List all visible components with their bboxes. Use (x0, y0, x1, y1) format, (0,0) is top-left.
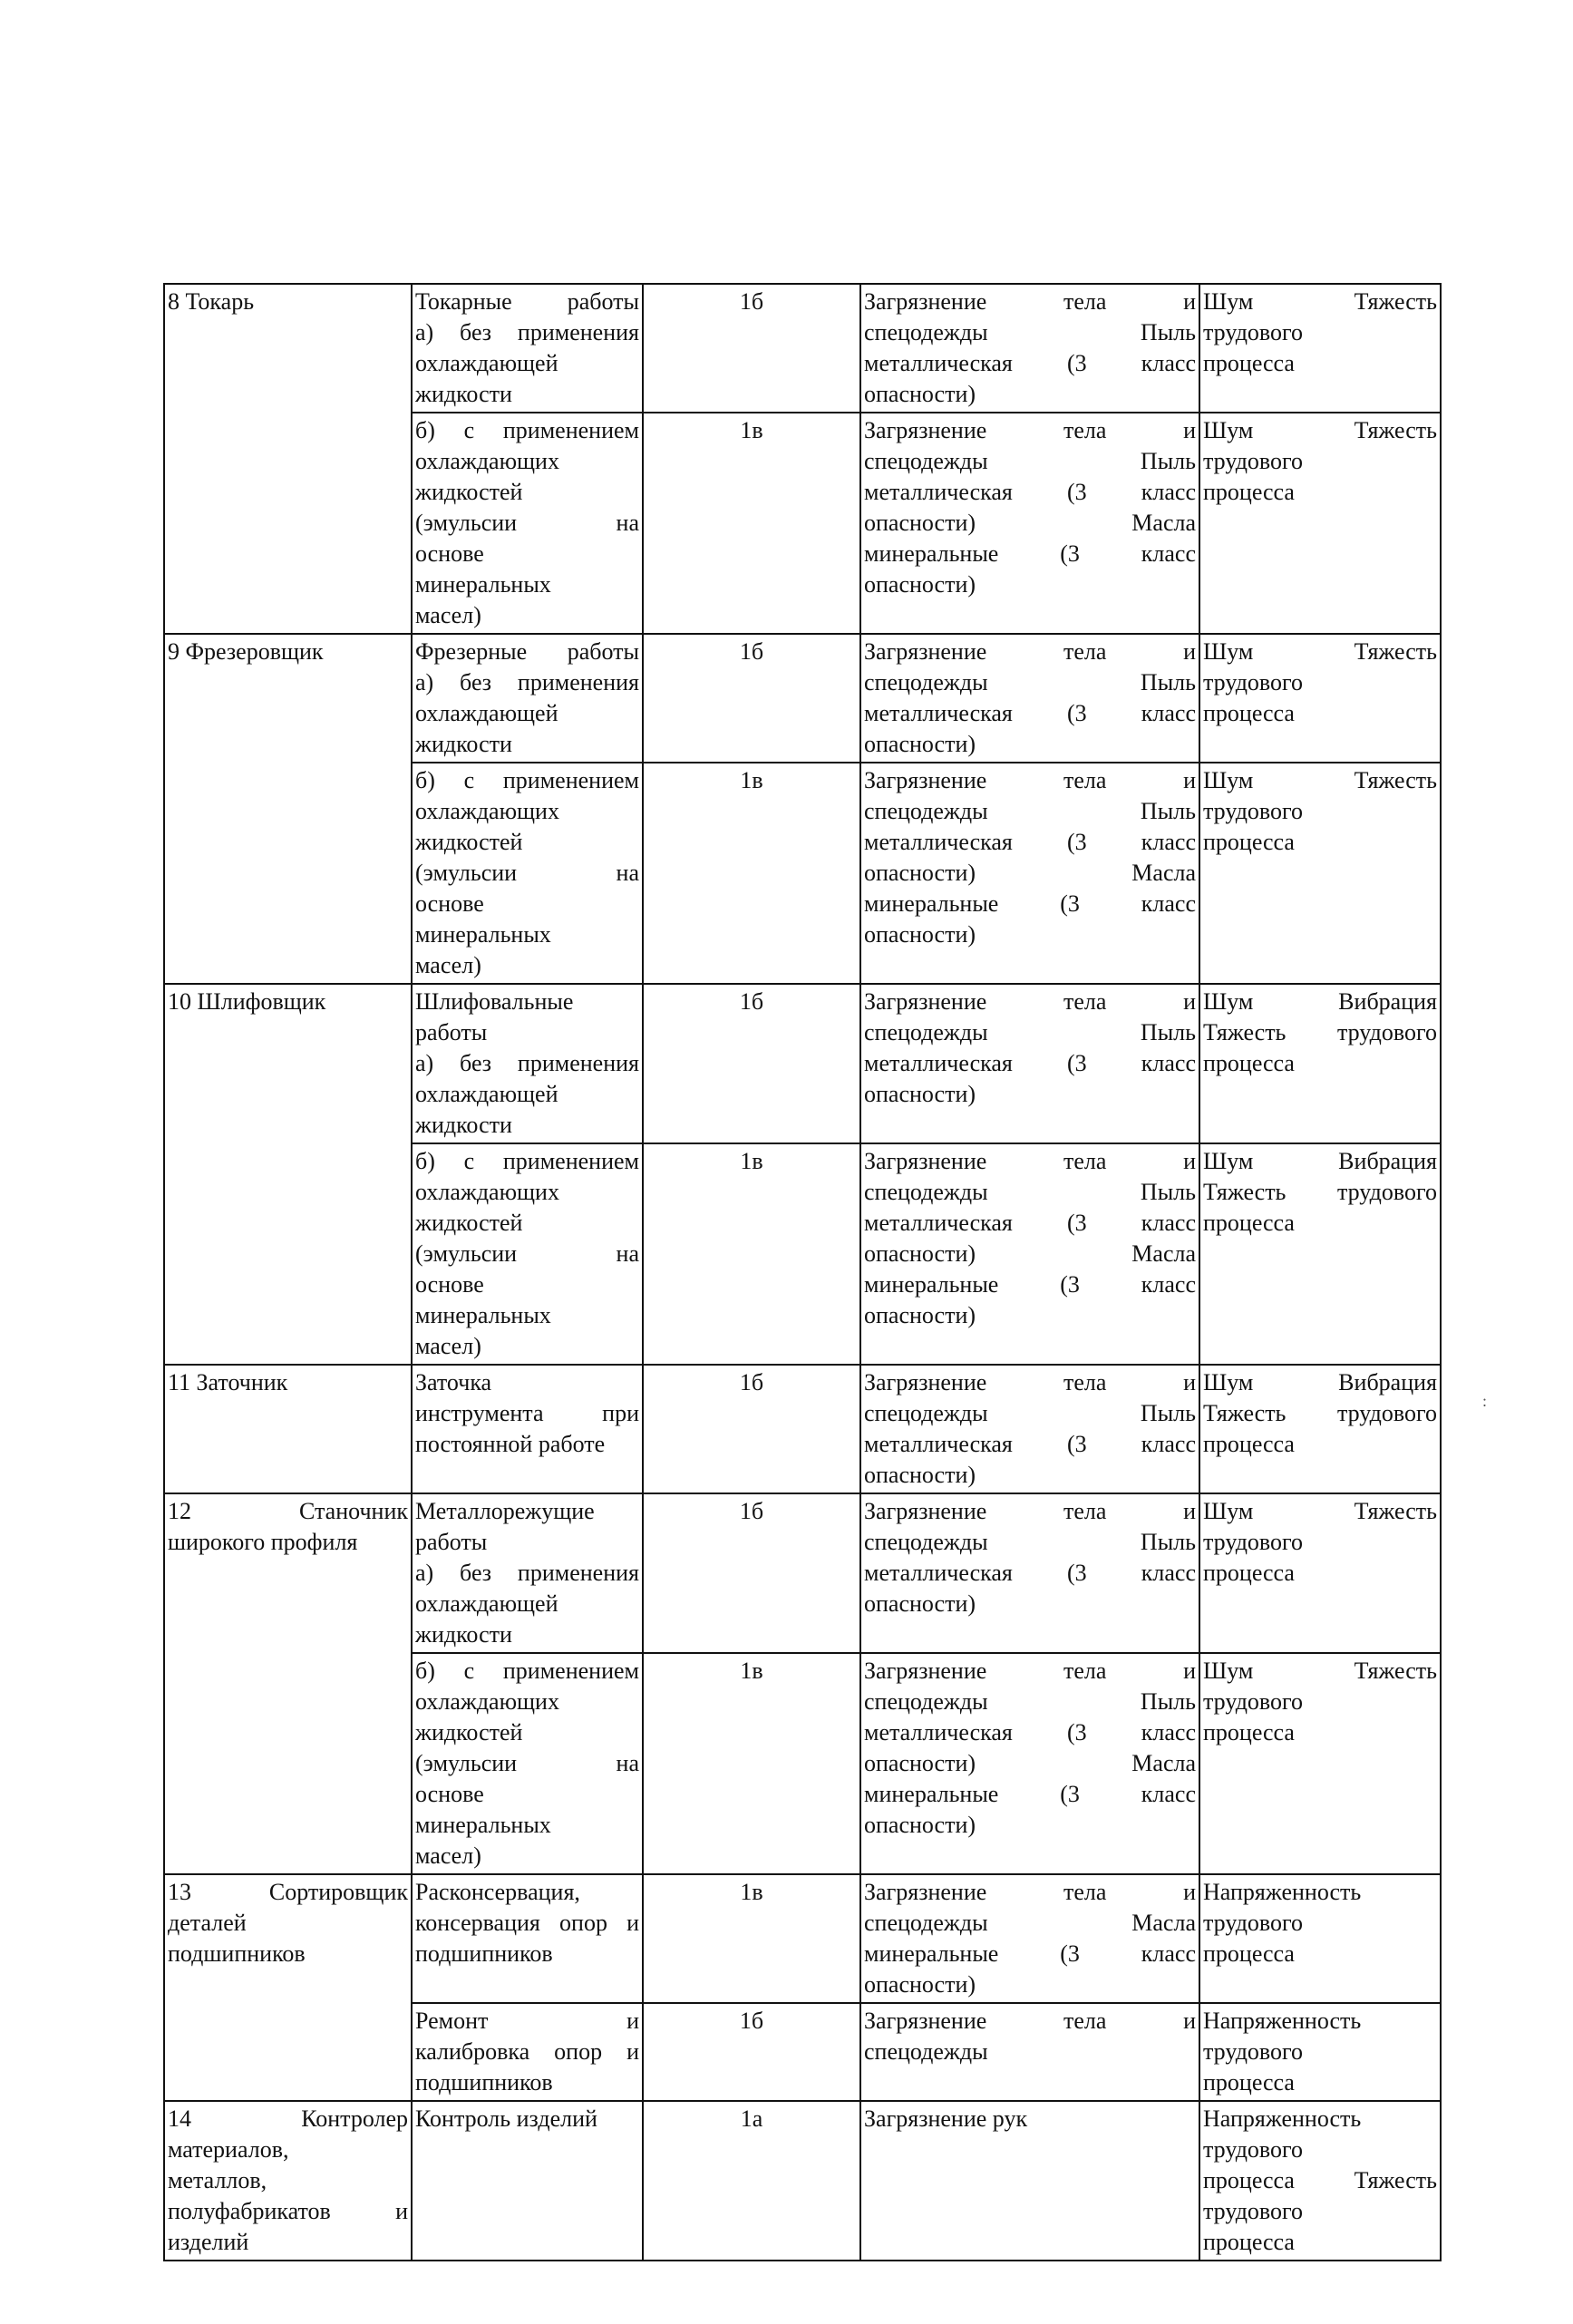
cell-line: Загрязнение тела и (864, 638, 1196, 665)
cell-line: спецодежды Пыль (864, 798, 1196, 824)
cell-line: основе (415, 540, 484, 567)
harmful-factors-cell (1199, 1143, 1441, 1365)
cell-line: деталей (168, 1910, 247, 1936)
cell-line: охлаждающей (415, 700, 558, 726)
cell-line: спецодежды Пыль (864, 319, 1196, 345)
cell-line: основе (415, 1271, 484, 1298)
cell-line: охлаждающих (415, 448, 559, 474)
cell-line: процесса (1203, 1210, 1295, 1236)
cell-line: а) без применения (415, 319, 639, 345)
harmful-factors-cell (1199, 1365, 1441, 1493)
table-row (164, 284, 1441, 413)
cell-line: материалов, (168, 2136, 289, 2163)
cell-line: спецодежды Пыль (864, 448, 1196, 474)
cell-line: спецодежды Пыль (864, 1529, 1196, 1555)
cell-line: опасности) Масла (864, 860, 1196, 886)
cell-line: опасности) (864, 1081, 976, 1107)
cell-line: процесса (1203, 829, 1295, 855)
cell-line: трудового (1203, 798, 1304, 824)
profession-cell (164, 1365, 412, 1493)
harmful-factors-cell (1199, 2003, 1441, 2101)
cell-line: Напряженность (1203, 2105, 1362, 2132)
cell-line: металлическая (3 класс (864, 1050, 1196, 1076)
cell-line: Загрязнение тела и (864, 1369, 1196, 1395)
pollution-cell (860, 1143, 1199, 1365)
cell-line: минеральные (3 класс (864, 890, 1196, 917)
cell-line: консервация опор и (415, 1910, 639, 1936)
pollution-cell (860, 413, 1199, 634)
work-type-cell (412, 1493, 643, 1653)
cell-line: Напряженность (1203, 2008, 1362, 2034)
cell-line: трудового (1203, 319, 1304, 345)
table-row (164, 1493, 1441, 1653)
harmful-factors-cell (1199, 634, 1441, 763)
hazard-table-body (164, 284, 1441, 2261)
cell-line: процесса (1203, 1560, 1295, 1586)
cell-line: 14 Контролер (168, 2105, 408, 2132)
cell-line: процесса (1203, 2229, 1295, 2255)
table-row (164, 2101, 1441, 2261)
cell-line: широкого профиля (168, 1529, 358, 1555)
cell-line: минеральных (415, 1812, 551, 1838)
pollution-cell (860, 1653, 1199, 1874)
cell-line: опасности) (864, 921, 976, 948)
cell-line: металлическая (3 класс (864, 1431, 1196, 1457)
pollution-cell (860, 1493, 1199, 1653)
profession-cell (164, 1493, 412, 1874)
pollution-cell (860, 984, 1199, 1143)
cell-line: изделий (168, 2229, 249, 2255)
work-type-cell (412, 1874, 643, 2003)
cell-line: Шум Вибрация (1203, 1369, 1437, 1395)
cell-line: охлаждающей (415, 1590, 558, 1617)
cell-line: Загрязнение тела и (864, 417, 1196, 443)
cell-line: трудового (1203, 1529, 1304, 1555)
cell-line: спецодежды Масла (864, 1910, 1196, 1936)
cell-line: инструмента при (415, 1400, 639, 1426)
norm-code-cell: 1б (643, 284, 860, 413)
cell-line: минеральные (3 класс (864, 1940, 1196, 1967)
cell-line: опасности) (864, 1971, 976, 1998)
cell-line: а) без применения (415, 1050, 639, 1076)
cell-line: трудового (1203, 1910, 1304, 1936)
cell-line: процесса (1203, 350, 1295, 376)
cell-line: трудового (1203, 669, 1304, 695)
cell-line: Загрязнение рук (864, 2105, 1028, 2132)
cell-line: трудового (1203, 2198, 1304, 2224)
cell-line: опасности) (864, 1302, 976, 1328)
cell-line: Токарные работы (415, 288, 639, 315)
cell-line: опасности) (864, 571, 976, 598)
table-row (164, 634, 1441, 763)
harmful-factors-cell (1199, 1493, 1441, 1653)
cell-line: жидкости (415, 1621, 512, 1648)
profession-cell (164, 2101, 412, 2261)
cell-line: процесса (1203, 2069, 1295, 2095)
cell-line: минеральных (415, 1302, 551, 1328)
cell-line: б) с применением (415, 417, 639, 443)
cell-line: б) с применением (415, 1148, 639, 1174)
norm-code-cell: 1б (643, 1493, 860, 1653)
cell-line: Тяжесть трудового (1203, 1400, 1437, 1426)
norm-code-cell: 1б (643, 634, 860, 763)
cell-line: охлаждающей (415, 1081, 558, 1107)
cell-line: постоянной работе (415, 1431, 606, 1457)
cell-line: Загрязнение тела и (864, 288, 1196, 315)
profession-cell (164, 634, 412, 984)
pollution-cell (860, 1365, 1199, 1493)
work-type-cell (412, 984, 643, 1143)
hazard-table (163, 283, 1442, 2261)
cell-line: минеральные (3 класс (864, 540, 1196, 567)
cell-line: процесса (1203, 1050, 1295, 1076)
cell-line: Шум Тяжесть (1203, 288, 1437, 315)
cell-line: работы (415, 1529, 488, 1555)
cell-line: Загрязнение тела и (864, 988, 1196, 1015)
cell-line: опасности) (864, 731, 976, 757)
cell-line: спецодежды Пыль (864, 1019, 1196, 1045)
norm-code-cell: 1б (643, 2003, 860, 2101)
table-row (164, 984, 1441, 1143)
cell-line: минеральных (415, 571, 551, 598)
cell-line: металлическая (3 класс (864, 1210, 1196, 1236)
cell-line: минеральные (3 класс (864, 1781, 1196, 1807)
cell-line: процесса (1203, 1940, 1295, 1967)
cell-line: Шум Вибрация (1203, 1148, 1437, 1174)
cell-line: Напряженность (1203, 1879, 1362, 1905)
harmful-factors-cell (1199, 413, 1441, 634)
cell-line: жидкости (415, 1112, 512, 1138)
pollution-cell (860, 2003, 1199, 2101)
cell-line: спецодежды (864, 2038, 988, 2065)
cell-line: Шлифовальные (415, 988, 574, 1015)
profession-cell (164, 984, 412, 1365)
cell-line: процесса (1203, 1431, 1295, 1457)
harmful-factors-cell (1199, 1653, 1441, 1874)
cell-line: подшипников (415, 2069, 553, 2095)
cell-line: подшипников (415, 1940, 553, 1967)
cell-line: Шум Тяжесть (1203, 1658, 1437, 1684)
cell-line: Металлорежущие (415, 1498, 595, 1524)
cell-line: металлическая (3 класс (864, 829, 1196, 855)
norm-code-cell: 1в (643, 1143, 860, 1365)
cell-line: основе (415, 1781, 484, 1807)
work-type-cell (412, 1143, 643, 1365)
cell-line: опасности) Масла (864, 510, 1196, 536)
cell-line: опасности) (864, 1590, 976, 1617)
cell-line: спецодежды Пыль (864, 1688, 1196, 1715)
pollution-cell (860, 763, 1199, 984)
norm-code-cell: 1в (643, 1874, 860, 2003)
cell-line: жидкостей (415, 1719, 523, 1745)
cell-line: Контроль изделий (415, 2105, 597, 2132)
cell-line: охлаждающих (415, 1179, 559, 1205)
cell-line: металлов, (168, 2167, 267, 2193)
cell-line: основе (415, 890, 484, 917)
cell-line: металлическая (3 класс (864, 350, 1196, 376)
cell-line: Тяжесть трудового (1203, 1019, 1437, 1045)
cell-line: трудового (1203, 2136, 1304, 2163)
cell-line: б) с применением (415, 1658, 639, 1684)
cell-line: (эмульсии на (415, 510, 639, 536)
cell-line: масел) (415, 952, 481, 978)
cell-line: Расконсервация, (415, 1879, 580, 1905)
norm-code-cell: 1а (643, 2101, 860, 2261)
cell-line: (эмульсии на (415, 1240, 639, 1267)
cell-line: 12 Станочник (168, 1498, 408, 1524)
cell-line: 9 Фрезеровщик (168, 638, 324, 665)
cell-line: Загрязнение тела и (864, 1148, 1196, 1174)
cell-line: Шум Вибрация (1203, 988, 1437, 1015)
cell-line: трудового (1203, 1688, 1304, 1715)
cell-line: охлаждающих (415, 1688, 559, 1715)
cell-line: б) с применением (415, 767, 639, 793)
work-type-cell (412, 413, 643, 634)
work-type-cell (412, 2003, 643, 2101)
work-type-cell (412, 1653, 643, 1874)
cell-line: трудового (1203, 448, 1304, 474)
cell-line: опасности) (864, 381, 976, 407)
pollution-cell (860, 634, 1199, 763)
harmful-factors-cell (1199, 2101, 1441, 2261)
cell-line: опасности) Масла (864, 1750, 1196, 1776)
cell-line: жидкостей (415, 829, 523, 855)
norm-code-cell: 1в (643, 763, 860, 984)
harmful-factors-cell (1199, 284, 1441, 413)
cell-line: трудового (1203, 2038, 1304, 2065)
cell-line: спецодежды Пыль (864, 1400, 1196, 1426)
cell-line: Шум Тяжесть (1203, 638, 1437, 665)
cell-line: опасности) Масла (864, 1240, 1196, 1267)
cell-line: жидкости (415, 381, 512, 407)
cell-line: Тяжесть трудового (1203, 1179, 1437, 1205)
cell-line: 11 Заточник (168, 1369, 288, 1395)
cell-line: спецодежды Пыль (864, 1179, 1196, 1205)
cell-line: процесса (1203, 1719, 1295, 1745)
cell-line: жидкости (415, 731, 512, 757)
work-type-cell (412, 284, 643, 413)
cell-line: масел) (415, 1843, 481, 1869)
pollution-cell (860, 2101, 1199, 2261)
harmful-factors-cell (1199, 763, 1441, 984)
norm-code-cell: 1в (643, 1653, 860, 1874)
cell-line: опасности) (864, 1462, 976, 1488)
cell-line: жидкостей (415, 479, 523, 505)
cell-line: металлическая (3 класс (864, 479, 1196, 505)
norm-code-cell: 1б (643, 984, 860, 1143)
cell-line: Шум Тяжесть (1203, 767, 1437, 793)
cell-line: масел) (415, 1333, 481, 1359)
cell-line: а) без применения (415, 669, 639, 695)
cell-line: жидкостей (415, 1210, 523, 1236)
profession-cell (164, 1874, 412, 2101)
cell-line: Фрезерные работы (415, 638, 639, 665)
cell-line: опасности) (864, 1812, 976, 1838)
cell-line: минеральных (415, 921, 551, 948)
cell-line: охлаждающих (415, 798, 559, 824)
cell-line: Заточка (415, 1369, 492, 1395)
cell-line: Загрязнение тела и (864, 2008, 1196, 2034)
work-type-cell (412, 1365, 643, 1493)
cell-line: 10 Шлифовщик (168, 988, 326, 1015)
cell-line: полуфабрикатов и (168, 2198, 408, 2224)
table-row (164, 1365, 1441, 1493)
cell-line: металлическая (3 класс (864, 1719, 1196, 1745)
cell-line: Загрязнение тела и (864, 767, 1196, 793)
cell-line: (эмульсии на (415, 1750, 639, 1776)
cell-line: масел) (415, 602, 481, 628)
profession-cell (164, 284, 412, 634)
cell-line: процесса Тяжесть (1203, 2167, 1437, 2193)
cell-line: спецодежды Пыль (864, 669, 1196, 695)
cell-line: подшипников (168, 1940, 306, 1967)
cell-line: работы (415, 1019, 488, 1045)
cell-line: (эмульсии на (415, 860, 639, 886)
margin-mark: : (1482, 1392, 1488, 1410)
work-type-cell (412, 2101, 643, 2261)
pollution-cell (860, 1874, 1199, 2003)
cell-line: Ремонт и (415, 2008, 639, 2034)
pollution-cell (860, 284, 1199, 413)
cell-line: металлическая (3 класс (864, 700, 1196, 726)
norm-code-cell: 1б (643, 1365, 860, 1493)
cell-line: Шум Тяжесть (1203, 417, 1437, 443)
table-row (164, 1874, 1441, 2003)
cell-line: Загрязнение тела и (864, 1879, 1196, 1905)
cell-line: минеральные (3 класс (864, 1271, 1196, 1298)
work-type-cell (412, 763, 643, 984)
cell-line: процесса (1203, 479, 1295, 505)
cell-line: а) без применения (415, 1560, 639, 1586)
work-type-cell (412, 634, 643, 763)
norm-code-cell: 1в (643, 413, 860, 634)
cell-line: процесса (1203, 700, 1295, 726)
cell-line: 8 Токарь (168, 288, 255, 315)
cell-line: охлаждающей (415, 350, 558, 376)
cell-line: Шум Тяжесть (1203, 1498, 1437, 1524)
cell-line: калибровка опор и (415, 2038, 639, 2065)
cell-line: Загрязнение тела и (864, 1658, 1196, 1684)
cell-line: металлическая (3 класс (864, 1560, 1196, 1586)
cell-line: Загрязнение тела и (864, 1498, 1196, 1524)
harmful-factors-cell (1199, 1874, 1441, 2003)
cell-line: 13 Сортировщик (168, 1879, 408, 1905)
harmful-factors-cell (1199, 984, 1441, 1143)
